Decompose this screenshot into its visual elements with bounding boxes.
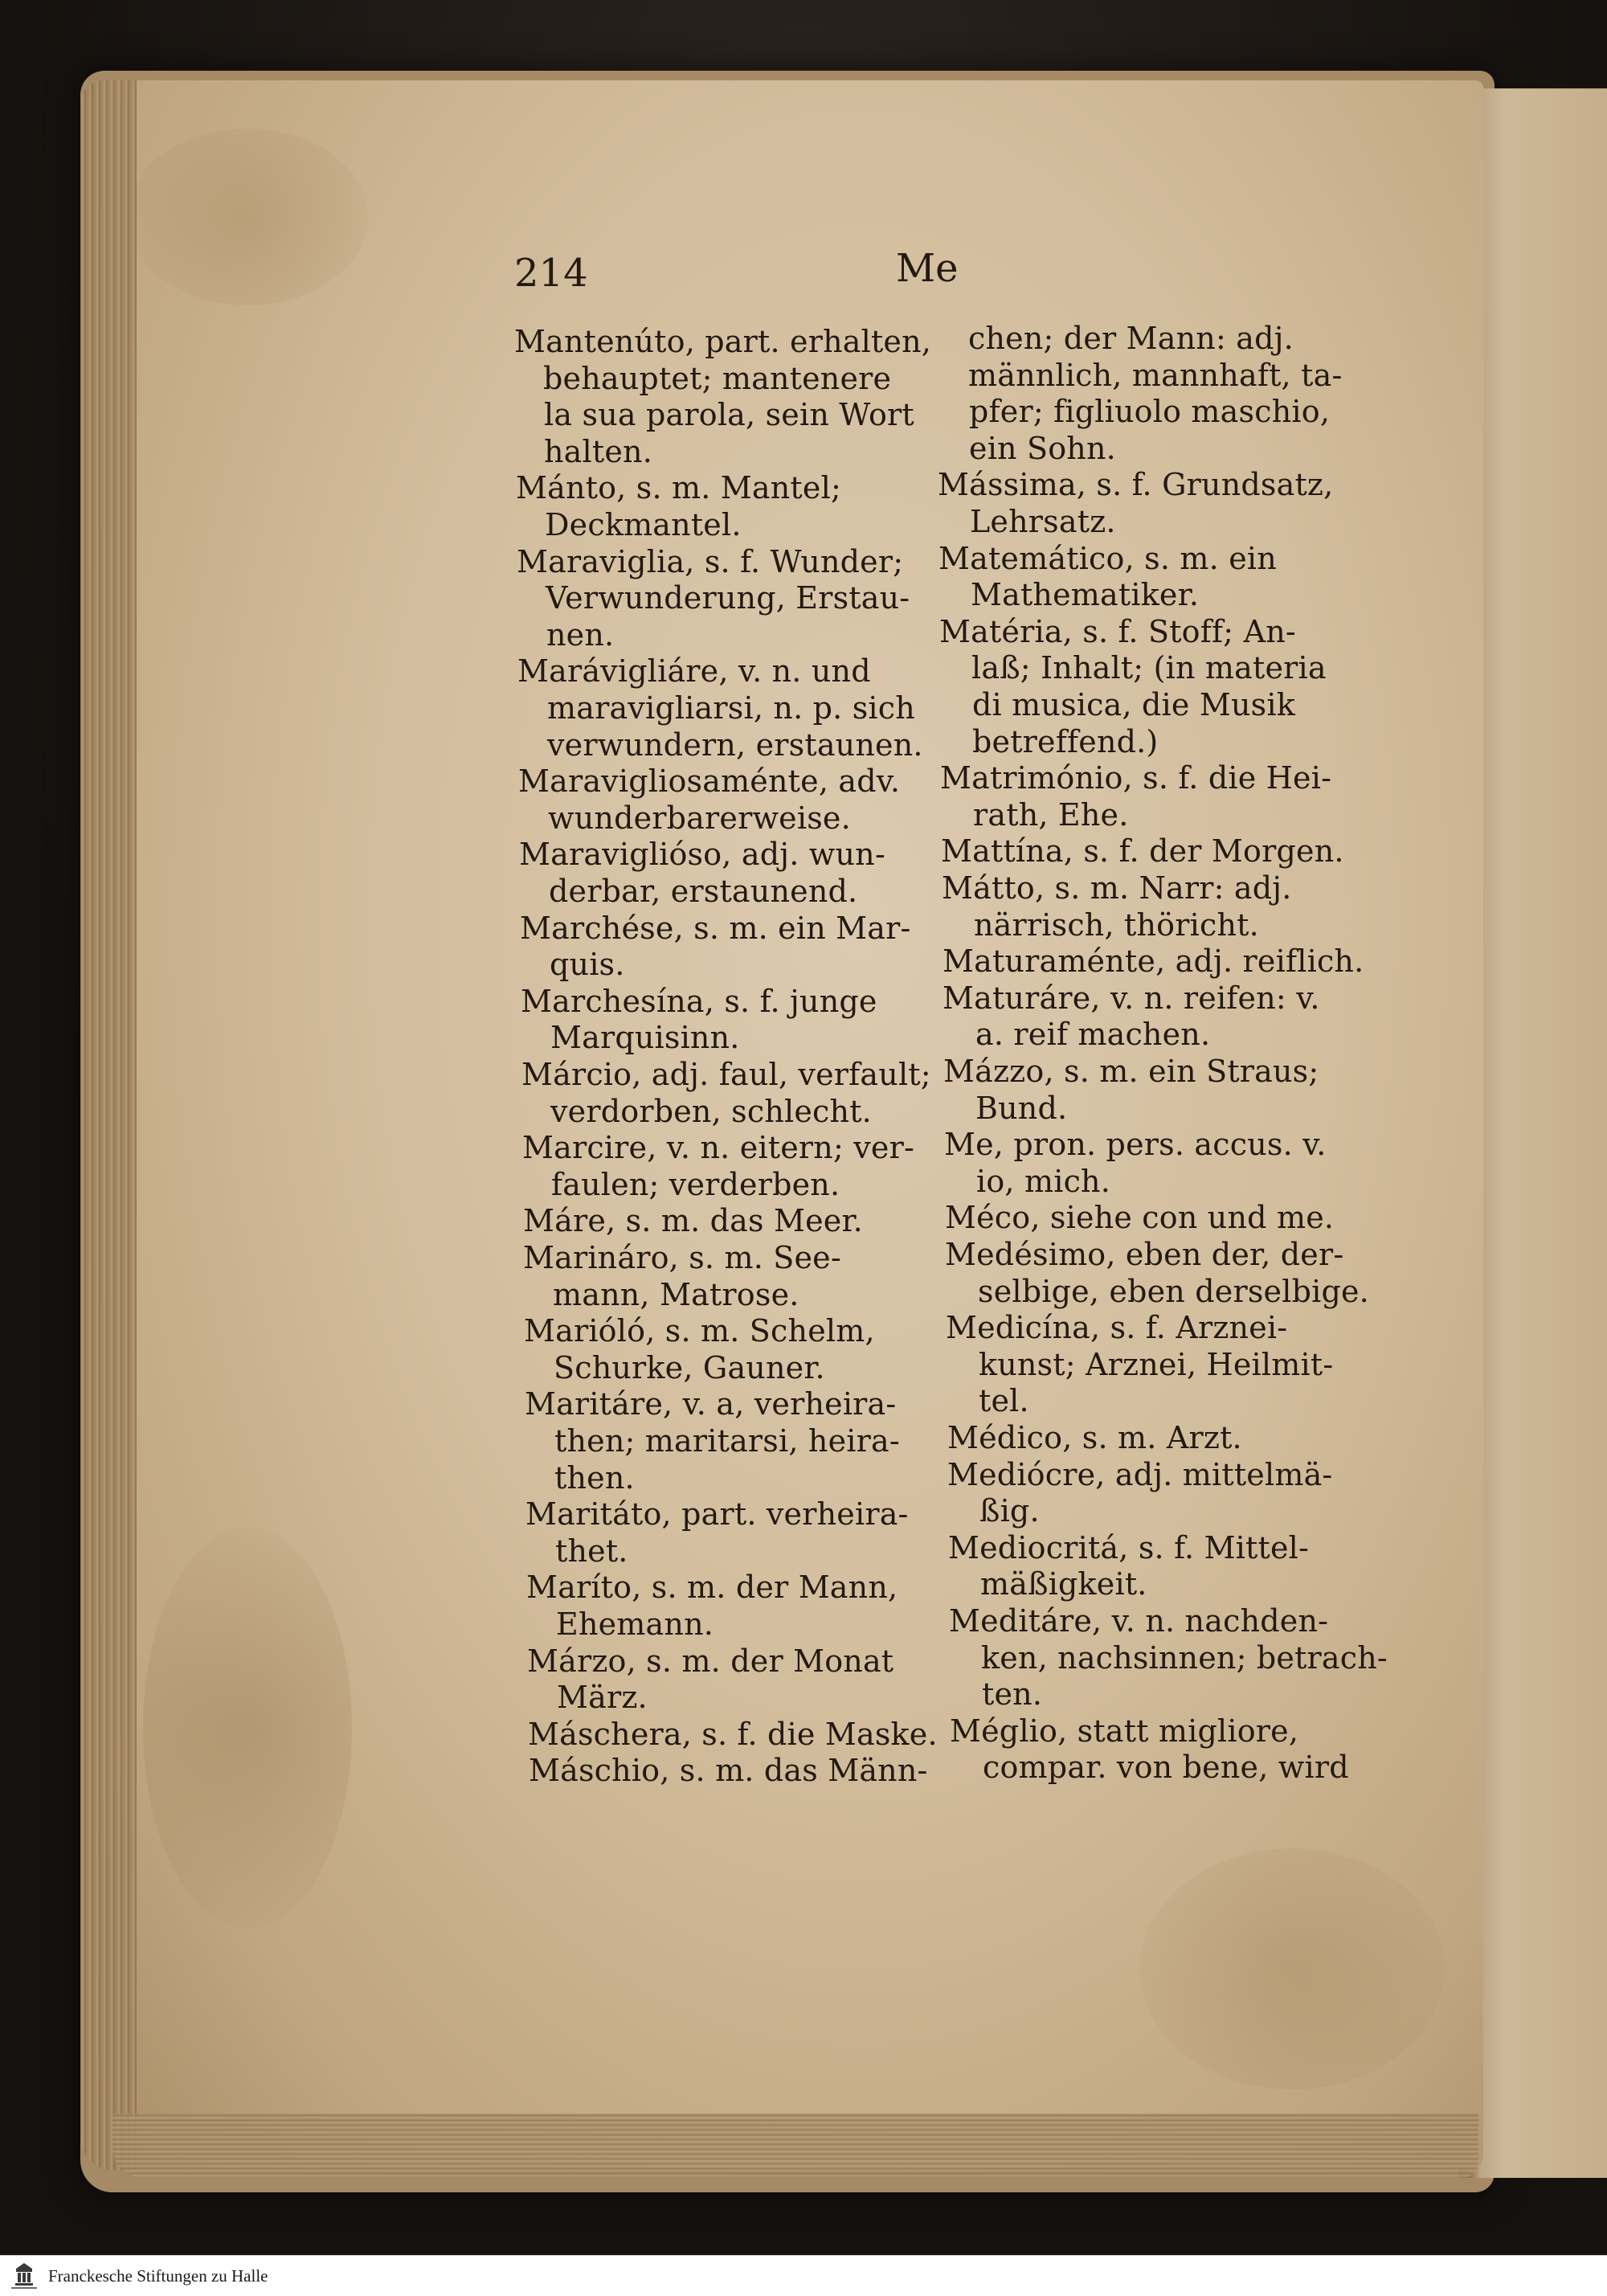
- dictionary-line: Márcio, adj. faul, verfault;: [521, 1057, 931, 1092]
- dictionary-line: Me, pron. pers. accus. v.: [944, 1127, 1327, 1163]
- dictionary-line: then.: [554, 1459, 635, 1496]
- dictionary-line: ten.: [982, 1676, 1043, 1713]
- dictionary-line: Lehrsatz.: [970, 504, 1116, 539]
- dictionary-line: Bund.: [975, 1090, 1068, 1126]
- dictionary-line: Márzo, s. m. der Monat: [527, 1643, 894, 1679]
- dictionary-line: verwundern, erstaunen.: [547, 726, 923, 763]
- dictionary-line: Marchése, s. m. ein Mar-: [520, 910, 911, 946]
- dictionary-line: behauptet; mantenere: [543, 360, 892, 396]
- dictionary-line: la sua parola, sein Wort: [544, 397, 914, 433]
- dictionary-line: betreffend.): [972, 723, 1159, 759]
- dictionary-line: pfer; figliuolo maschio,: [969, 394, 1331, 430]
- dictionary-line: Máschera, s. f. die Maske.: [528, 1716, 938, 1752]
- dictionary-line: halten.: [544, 433, 652, 469]
- dictionary-line: thet.: [555, 1533, 628, 1569]
- dictionary-line: Méco, siehe con und me.: [945, 1200, 1335, 1236]
- dictionary-line: ken, nachsinnen; betrach-: [981, 1639, 1388, 1676]
- dictionary-line: verdorben, schlecht.: [550, 1093, 872, 1129]
- dictionary-line: Máschio, s. m. das Männ-: [529, 1753, 928, 1789]
- footer-bar: [0, 2255, 1607, 2296]
- dictionary-line: Medicína, s. f. Arznei-: [946, 1310, 1288, 1346]
- dictionary-line: Marcire, v. n. eitern; ver-: [522, 1130, 915, 1166]
- dictionary-line: Mediocritá, s. f. Mittel-: [948, 1529, 1310, 1565]
- dictionary-line: selbige, eben derselbige.: [978, 1273, 1369, 1309]
- dictionary-line: Mátto, s. m. Narr: adj.: [942, 870, 1292, 906]
- dictionary-line: März.: [557, 1680, 648, 1716]
- dictionary-line: Máre, s. m. das Meer.: [523, 1203, 863, 1239]
- dictionary-line: Maraviglia, s. f. Wunder;: [517, 543, 904, 579]
- paper-stain: [1139, 1848, 1445, 2089]
- dictionary-line: närrisch, thöricht.: [974, 907, 1259, 943]
- dictionary-line: maravigliarsi, n. p. sich: [547, 690, 915, 726]
- dictionary-line: Deckmantel.: [545, 507, 742, 542]
- dictionary-line: Schurke, Gauner.: [554, 1349, 825, 1385]
- dictionary-line: nen.: [546, 616, 615, 653]
- facing-page-edge: [1462, 88, 1607, 2178]
- dictionary-line: faulen; verderben.: [551, 1166, 840, 1202]
- dictionary-line: Mantenúto, part. erhalten,: [514, 324, 932, 359]
- dictionary-line: Maritáto, part. verheira-: [525, 1496, 909, 1533]
- dictionary-line: wunderbarerweise.: [548, 800, 851, 836]
- dictionary-line: Mánto, s. m. Mantel;: [516, 470, 841, 506]
- dictionary-line: Matrimónio, s. f. die Hei-: [940, 760, 1332, 796]
- page-edge-left: [80, 80, 137, 2170]
- page-edge-bottom: [112, 2114, 1478, 2178]
- dictionary-line: Mássima, s. f. Grundsatz,: [938, 467, 1334, 503]
- dictionary-line: Maríto, s. m. der Mann,: [526, 1570, 898, 1606]
- institution-name: Franckesche Stiftungen zu Halle: [48, 2266, 268, 2286]
- dictionary-line: Maturáre, v. n. reifen: v.: [943, 980, 1320, 1016]
- dictionary-line: Matéria, s. f. Stoff; An-: [939, 613, 1296, 649]
- page-number: 214: [514, 251, 588, 296]
- dictionary-line: Mediócre, adj. mittelmä-: [947, 1456, 1333, 1492]
- dictionary-line: then; maritarsi, heira-: [554, 1423, 900, 1459]
- dictionary-line: tel.: [979, 1383, 1029, 1419]
- dictionary-line: Matemático, s. m. ein: [938, 540, 1277, 576]
- dictionary-line: quis.: [550, 947, 625, 983]
- running-head: Me: [896, 246, 959, 291]
- dictionary-line: mäßigkeit.: [980, 1566, 1147, 1602]
- dictionary-line: Verwunderung, Erstau-: [546, 580, 910, 616]
- dictionary-line: Mattína, s. f. der Morgen.: [941, 833, 1344, 870]
- dictionary-line: mann, Matrose.: [553, 1276, 799, 1312]
- dictionary-line: Marávigliáre, v. n. und: [517, 653, 871, 690]
- dictionary-line: Maravigliosaménte, adv.: [518, 763, 901, 800]
- dictionary-line: Marquisinn.: [550, 1020, 740, 1056]
- franckesche-stiftungen-logo-icon: [8, 2261, 40, 2291]
- paper-stain: [143, 1527, 352, 1929]
- dictionary-line: Méglio, statt migliore,: [950, 1713, 1299, 1749]
- dictionary-line: chen; der Mann: adj.: [968, 321, 1294, 356]
- dictionary-line: ßig.: [979, 1493, 1040, 1529]
- dictionary-line: a. reif machen.: [975, 1017, 1211, 1053]
- paper-stain: [127, 129, 368, 305]
- dictionary-line: Marióló, s. m. Schelm,: [524, 1313, 875, 1349]
- dictionary-line: Mathematiker.: [971, 577, 1200, 613]
- dictionary-line: Ehemann.: [556, 1606, 714, 1642]
- dictionary-line: Mázzo, s. m. ein Straus;: [943, 1054, 1319, 1089]
- dictionary-line: laß; Inhalt; (in materia: [971, 650, 1327, 686]
- dictionary-line: Maturaménte, adj. reiflich.: [943, 943, 1364, 980]
- dictionary-line: compar. von bene, wird: [983, 1750, 1349, 1786]
- dictionary-line: Marináro, s. m. See-: [523, 1240, 841, 1275]
- dictionary-line: männlich, mannhaft, ta-: [968, 357, 1343, 393]
- dictionary-line: rath, Ehe.: [973, 796, 1129, 833]
- dictionary-line: Maraviglióso, adj. wun-: [519, 837, 885, 873]
- dictionary-line: di musica, die Musik: [972, 687, 1295, 722]
- dictionary-line: Médico, s. m. Arzt.: [947, 1420, 1242, 1455]
- dictionary-line: kunst; Arznei, Heilmit-: [979, 1346, 1334, 1382]
- dictionary-line: Medésimo, eben der, der-: [945, 1237, 1344, 1272]
- dictionary-line: Meditáre, v. n. nachden-: [949, 1603, 1329, 1639]
- dictionary-line: derbar, erstaunend.: [549, 874, 858, 909]
- dictionary-line: io, mich.: [976, 1163, 1111, 1199]
- dictionary-line: ein Sohn.: [969, 430, 1116, 466]
- dictionary-line: Marchesína, s. f. junge: [521, 983, 877, 1019]
- dictionary-line: Maritáre, v. a, verheira-: [525, 1386, 897, 1422]
